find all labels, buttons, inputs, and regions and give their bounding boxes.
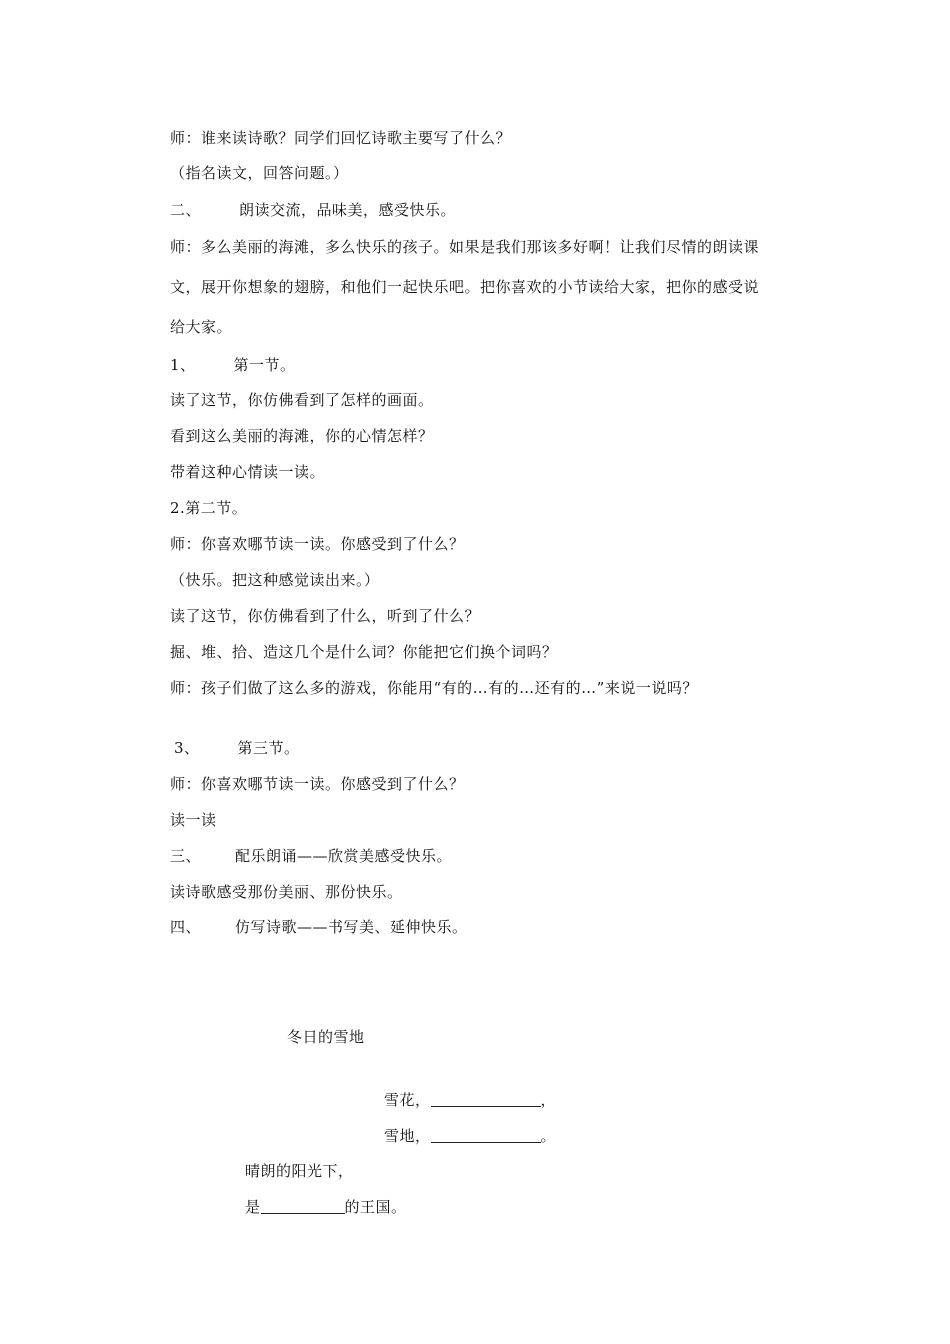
subsection-heading — [174, 738, 300, 758]
fill-in-blank — [261, 1198, 345, 1214]
section-heading — [170, 200, 456, 220]
text-line: 师：谁来读诗歌？同学们回忆诗歌主要写了什么？ — [170, 129, 512, 147]
text-line: 带着这种心情读一读。 — [170, 463, 326, 481]
text-line: 师：你喜欢哪节读一读。你感受到了什么？ — [170, 775, 465, 793]
text-line: （指名读文，回答问题。） — [170, 164, 349, 182]
text-line: 师：你喜欢哪节读一读。你感受到了什么？ — [170, 535, 465, 553]
subsection-heading — [170, 355, 296, 375]
text-line: 师：孩子们做了这么多的游戏，你能用“有的…有的…还有的…”来说一说吗？ — [170, 679, 698, 697]
text-line: （快乐。把这种感觉读出来。） — [170, 571, 380, 589]
poem-line: 是 的王国。 — [245, 1198, 407, 1216]
section-heading — [170, 917, 468, 937]
text-line: 师：多么美丽的海滩，多么快乐的孩子。如果是我们那该多好啊！让我们尽情的朗读课 — [170, 238, 760, 256]
poem-title: 冬日的雪地 — [287, 1028, 365, 1046]
section-number: 三、 — [170, 847, 202, 865]
subsection-title: 第三节。 — [237, 739, 300, 757]
subsection-number: 3、 — [174, 739, 200, 757]
text-line: 看到这么美丽的海滩，你的心情怎样？ — [170, 427, 434, 445]
text-line: 读了这节，你仿佛看到了什么，听到了什么？ — [170, 607, 481, 625]
section-title: 配乐朗诵——欣赏美感受快乐。 — [235, 847, 453, 865]
text-line: 文，展开你想象的翅膀，和他们一起快乐吧。把你喜欢的小节读给大家，把你的感受说 — [170, 278, 760, 296]
poem-line: 雪花， ， — [384, 1091, 557, 1109]
text-line: 读一读 — [170, 811, 217, 829]
text-line: 掘、堆、拾、造这几个是什么词？你能把它们换个词吗？ — [170, 643, 558, 661]
subsection-number: 1、 — [170, 356, 196, 374]
text-line: 给大家。 — [170, 318, 233, 336]
section-title: 仿写诗歌——书写美、延伸快乐。 — [235, 918, 468, 936]
section-title: 朗读交流，品味美，感受快乐。 — [239, 201, 457, 219]
poem-line: 雪地， 。 — [384, 1127, 557, 1145]
fill-in-blank — [431, 1127, 541, 1143]
subsection-title: 第一节。 — [233, 356, 296, 374]
section-heading — [170, 846, 452, 866]
subsection-heading: 2.第二节。 — [170, 499, 248, 517]
poem-line: 晴朗的阳光下， — [245, 1162, 354, 1180]
text-line: 读诗歌感受那份美丽、那份快乐。 — [170, 883, 403, 901]
fill-in-blank — [431, 1091, 541, 1107]
section-number: 四、 — [170, 918, 202, 936]
text-line: 读了这节，你仿佛看到了怎样的画面。 — [170, 391, 434, 409]
section-number: 二、 — [170, 201, 202, 219]
